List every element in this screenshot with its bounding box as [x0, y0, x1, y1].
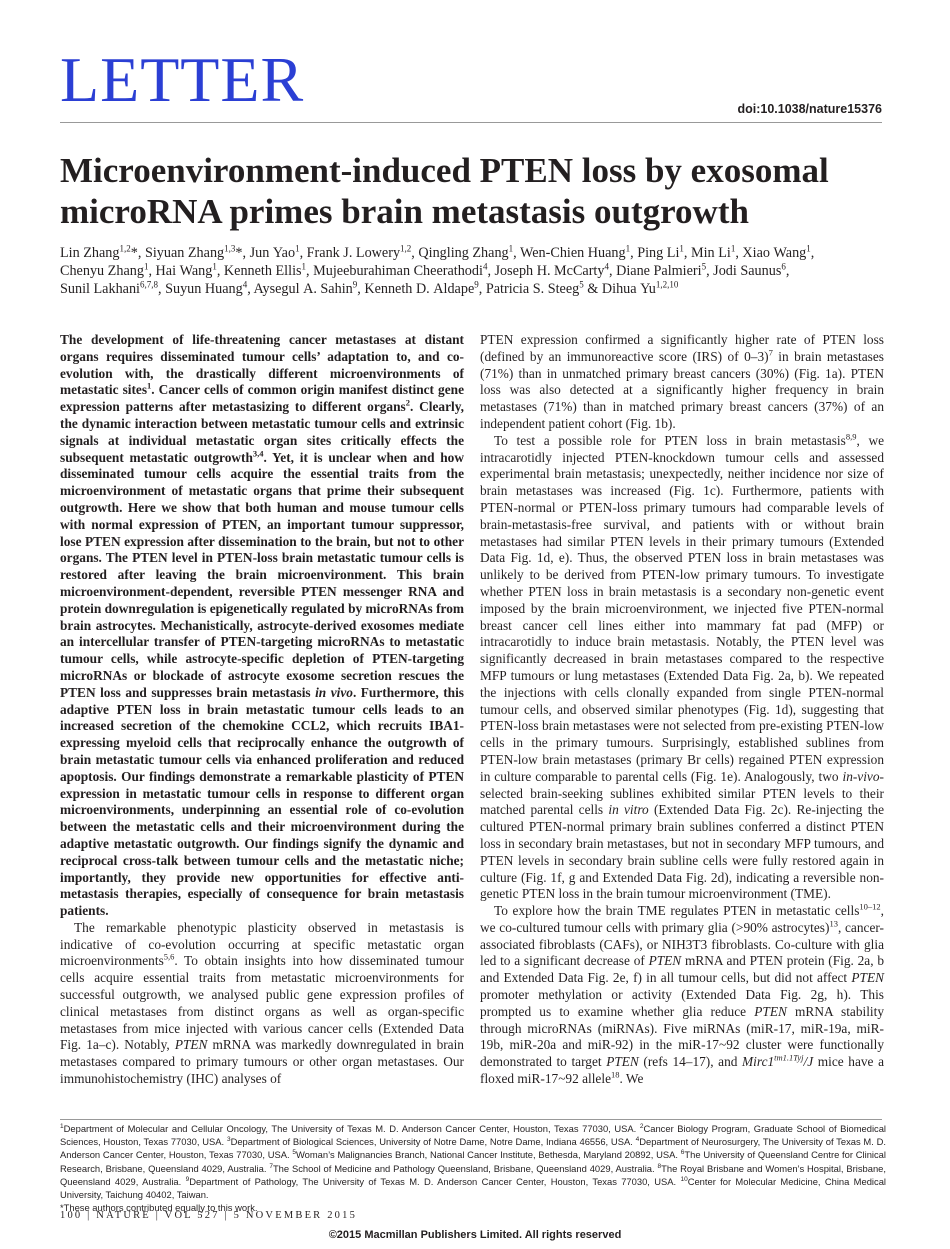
- body-paragraph: [60, 920, 464, 1088]
- author-separator: &: [583, 281, 602, 297]
- text-run: in vitro: [608, 802, 649, 818]
- author-name[interactable]: Xiao Wang: [742, 245, 807, 261]
- right-column: [480, 332, 884, 1088]
- author-affiliation: 5: [579, 279, 584, 290]
- text-run: 5: [292, 1149, 296, 1157]
- text-run: 1: [147, 380, 152, 391]
- text-run: PTEN: [606, 1054, 639, 1070]
- author-name[interactable]: Kenneth D. Aldape: [364, 281, 475, 297]
- footnote-rule: [60, 1119, 882, 1120]
- text-run: , cancer-associated fibroblasts (CAFs), or NIH3T3 fibroblasts. Co-culture with glia led to a significant decrease of: [480, 919, 884, 969]
- text-run: (refs 14–17), and: [638, 1054, 743, 1070]
- text-run: 8,9: [845, 431, 857, 442]
- author-name[interactable]: Frank J. Lowery: [306, 245, 401, 261]
- author-affiliation: 1: [295, 243, 300, 254]
- author-separator: ,: [513, 245, 520, 261]
- author-separator: *,: [130, 245, 145, 261]
- author-separator: ,: [785, 263, 790, 279]
- author-affiliation: 6,7,8: [140, 279, 158, 290]
- text-run: mRNA was markedly downregulated in brain metastases compared to primary tumours or other organ metastases. Our immunohistochemistry (IHC) analyses of: [60, 1037, 464, 1087]
- author-separator: ,: [411, 245, 419, 261]
- abstract: [60, 332, 464, 920]
- text-run: 1: [60, 1122, 64, 1130]
- author-affiliation: 4: [242, 279, 248, 290]
- text-run: The remarkable phenotypic plasticity observed in metastasis is indicative of co-evolution occurring at specific metastatic organ microenvironments: [60, 919, 464, 969]
- text-run: 5,6: [163, 952, 175, 963]
- author-separator: ,: [357, 281, 365, 297]
- author-name[interactable]: Joseph H. McCarty: [494, 263, 605, 279]
- text-run: 7: [768, 347, 773, 358]
- text-run: 8: [657, 1162, 662, 1170]
- journal-kicker: LETTER: [60, 44, 305, 115]
- author-separator: ,: [487, 263, 495, 279]
- author-affiliation: 1,3: [224, 243, 236, 254]
- author-separator: ,: [247, 281, 254, 297]
- body-paragraph: [480, 332, 884, 433]
- text-run: Department of Biological Sciences, University of Notre Dame, Notre Dame, Indiana 46556, USA.: [230, 1136, 636, 1148]
- text-run: , we intracarotidly injected PTEN-knockdown tumour cells and assessed experimental brain metastasis; unexpectedly, neither incidence nor size of brain metastases was increased (Fig. 1c). Furthermore, patients with PTEN-normal or PTEN-loss primary tumours had comparable levels of brain-metastasis-free survival, and patients with or without brain metastases had similar PTEN levels in their primary tumours (Extended Data Fig. 1d, e). Thus, the observed PTEN loss in brain metastases was unlikely to be derived from PTEN-low primary tumours. To investigate whether PTEN loss in brain metastasis is a secondary non-genetic event imposed by the brain microenvironment, we injected five PTEN-normal breast cancer cell lines either into mammary fat pad (MFP) or intracarotidly to induce brain metastasis. Notably, the PTEN level was significantly decreased in brain metastases compared to the respective MFP tumours or lung metastases (Extended Data Fig. 2a, b). We repeated the injections with cells clonally expanded from single PTEN-normal tumour cells, and observed similar phenotypes (Fig. 1d), suggesting that PTEN-loss brain metastases were not selected from pre-existing PTEN-low cells in the primary tumours. Surprisingly, established sublines from PTEN-low brain metastases (primary Br cells) regained PTEN expression in culture comparable to parental cells (Fig. 1e). Analogously, two: [480, 432, 884, 784]
- text-run: Woman’s Malignancies Branch, National Cancer Institute, Bethesda, Maryland 20892, USA.: [295, 1149, 681, 1161]
- left-column: [60, 332, 464, 1088]
- author-affiliation: 6: [781, 261, 786, 272]
- author-separator: ,: [735, 245, 743, 261]
- author-affiliation: 1: [212, 261, 217, 272]
- text-run: Department of Molecular and Cellular Oncology, The University of Texas M. D. Anderson Cancer Center, Houston, Texas 77030, USA.: [63, 1123, 640, 1134]
- text-run: PTEN: [754, 1003, 787, 1019]
- text-run: 7: [269, 1162, 273, 1170]
- text-run: To test a possible role for PTEN loss in brain metastasis: [494, 432, 846, 448]
- author-affiliation: 5: [701, 261, 707, 272]
- text-run: mRNA and PTEN protein (Fig. 2a, b and Extended Data Fig. 2e, f) in all tumour cells, but did not affect: [480, 953, 884, 986]
- author-name[interactable]: Jun Yao: [249, 245, 296, 261]
- author-affiliation: 9: [352, 279, 358, 290]
- text-run: *These authors contributed equally to this work.: [60, 1202, 258, 1214]
- author-name[interactable]: Chenyu Zhang: [60, 263, 144, 279]
- author-affiliation: 1: [625, 243, 631, 254]
- author-affiliation: 1,2: [400, 243, 412, 254]
- author-affiliation: 1,2: [119, 243, 131, 254]
- text-run: . We: [619, 1071, 644, 1087]
- text-run: PTEN: [851, 970, 884, 986]
- text-run: 10–12: [859, 901, 881, 912]
- text-run: PTEN expression confirmed a significantly higher rate of PTEN loss (defined by an immunoreactive score (IRS) of 0–3): [480, 332, 884, 364]
- author-separator: ,: [683, 245, 691, 261]
- author-name[interactable]: Diane Palmieri: [616, 263, 702, 279]
- affiliations-footnotes: [60, 1122, 886, 1214]
- author-separator: ,: [630, 245, 638, 261]
- author-affiliation: 1: [508, 243, 514, 254]
- text-run: PTEN: [648, 953, 682, 969]
- text-run: Cancer Biology Program, Graduate School of Biomedical Sciences, Houston, Texas 77030, USA.: [60, 1123, 887, 1148]
- author-affiliation: 1: [730, 243, 736, 254]
- text-run: (Extended Data Fig. 2c). Re-injecting the cultured PTEN-normal primary brain sublines conferred a distinct PTEN loss in secondary brain metastases, but not in secondary MFP tumours, and PTEN levels in secondary brain subline cells were fully restored again in culture (Fig. 1f, g and Extended Data Fig. 2d), indicating a reversible non-genetic PTEN loss in the brain tumour microenvironment (TME).: [480, 802, 885, 902]
- text-run: Center for Molecular Medicine, China Medical University, Taichung 40402, Taiwan.: [60, 1175, 886, 1201]
- author-name[interactable]: Jodi Saunus: [713, 263, 782, 279]
- author-name[interactable]: Hai Wang: [155, 263, 213, 279]
- author-name[interactable]: Patricia S. Steeg: [485, 281, 580, 297]
- text-run: 9: [185, 1175, 190, 1183]
- text-run: mice have a floxed miR-17~92 allele: [480, 1054, 884, 1087]
- text-run: -selected brain-seeking sublines exhibited similar PTEN levels to their matched parental cells: [480, 768, 884, 818]
- author-name[interactable]: Qingling Zhang: [418, 245, 509, 261]
- author-name[interactable]: Ping Li: [637, 245, 680, 261]
- author-name[interactable]: Kenneth Ellis: [223, 263, 302, 279]
- author-name[interactable]: Sunil Lakhani: [60, 281, 140, 297]
- author-separator: ,: [216, 263, 224, 279]
- text-run: Mirc1: [742, 1054, 775, 1070]
- author-separator: ,: [306, 263, 314, 279]
- doi-label[interactable]: doi:10.1038/nature15376: [737, 102, 882, 116]
- body-paragraph: [480, 433, 884, 903]
- text-run: 4: [635, 1136, 640, 1144]
- author-name[interactable]: Siyuan Zhang: [144, 245, 225, 261]
- author-name[interactable]: Aysegul A. Sahin: [253, 281, 353, 297]
- text-run: promoter methylation or activity (Extended Data Fig. 2g, h). This prompted us to examine whether glia reduce: [480, 987, 884, 1019]
- article-title: Microenvironment-induced PTEN loss by exosomal microRNA primes brain metastasis outgrowth: [60, 151, 829, 231]
- author-affiliation: 1: [301, 261, 307, 272]
- text-run: 18: [611, 1069, 620, 1080]
- text-run: 2: [405, 397, 410, 408]
- author-separator: ,: [478, 281, 486, 297]
- text-run: 3: [226, 1136, 231, 1144]
- text-run: . To obtain insights into how disseminated tumour cells acquire essential traits from metastatic microenvironments for successful outgrowth, we analysed public gene expression profiles of clinical metastases from distinct organs as well as organ-specific metastases from mice injected with various cancer cells (Extended Data Fig. 1a–c). Notably,: [60, 953, 464, 1053]
- text-run: . Cancer cells of common origin manifest distinct gene expression patterns after metastasizing to different organs: [60, 382, 464, 415]
- text-run: mRNA stability through microRNAs (miRNAs). Five miRNAs (miR-17, miR-19a, miR-19b, miR-20a and miR-92) in the miR-17~92 cluster were functionally demonstrated to target: [480, 1003, 885, 1070]
- author-name[interactable]: Min Li: [691, 245, 731, 261]
- text-run: Department of Neurosurgery, The University of Texas M. D. Anderson Cancer Center, Houston, Texas 77030, USA.: [60, 1136, 886, 1161]
- page-folio: 100 | NATURE | VOL 527 | 5 NOVEMBER 2015: [60, 1210, 358, 1221]
- author-name[interactable]: Mujeeburahiman Cheerathodi: [313, 263, 483, 279]
- text-run: Department of Pathology, The University of Texas M. D. Anderson Cancer Center, Houston, Texas 77030, USA.: [189, 1175, 681, 1187]
- author-name[interactable]: Dihua Yu: [601, 281, 656, 297]
- text-run: . Yet, it is unclear when and how disseminated tumour cells acquire the essential traits from the microenvironment of metastatic organs that prime their subsequent outgrowth. Here we show that both human and mouse tumour cells with normal expression of PTEN, an important tumour suppressor, lose PTEN expression after dissemination to the brain, but not to other organs. The PTEN level in PTEN-loss brain metastatic tumour cells is restored after leaving the brain microenvironment. This brain microenvironment-dependent, reversible PTEN messenger RNA and protein downregulation is epigenetically regulated by microRNAs from brain astrocytes. Mechanistically, astrocyte-derived exosomes mediate an intercellular transfer of PTEN-targeting microRNAs to metastatic tumour cells, while astrocyte-specific depletion of PTEN-targeting microRNAs or blockade of astrocyte exosome secretion rescues the PTEN loss and suppresses brain metastasis: [60, 449, 464, 700]
- author-list: [60, 244, 890, 298]
- text-run: 3,4: [252, 448, 264, 459]
- text-run: . Furthermore, this adaptive PTEN loss in brain metastatic tumour cells leads to an increased secretion of the chemokine CCL2, which recruits IBA1-expressing myeloid cells that reciprocally enhance the outgrowth of brain metastatic tumour cells via enhanced proliferation and reduced apoptosis. Our findings demonstrate a remarkable plasticity of PTEN expression in metastatic tumour cells in response to different organ microenvironments, underpinning an essential role of co-evolution between the metastatic cells and their microenvironment during the adaptive metastatic outgrowth. Our findings signify the dynamic and reciprocal cross-talk between tumour cells and the metastatic niche; importantly, they provide new opportunities for effective anti-metastasis therapies, especially of consequence for brain metastasis patients.: [60, 684, 464, 919]
- author-separator: ,: [148, 263, 156, 279]
- text-run: in brain metastases (71%) than in unmatched primary breast cancers (30%) (Fig. 1a). PTEN loss was also detected at a significantly higher frequency in brain metastases (71%) than in matched primary breast cancers (37%) of an independent patient cohort (Fig. 1b).: [480, 348, 884, 431]
- author-affiliation: 4: [482, 261, 488, 272]
- text-run: The development of life-threatening cancer metastases at distant organs requires disseminated tumour cells’ adaptation to, and co-evolution with, the drastically different microenvironments of metastatic sites: [60, 332, 464, 398]
- author-separator: *,: [235, 245, 250, 261]
- text-run: 13: [829, 918, 838, 929]
- text-run: . Clearly, the dynamic interaction between metastatic tumour cells and extrinsic signals at individual metastatic organ sites critically effects the subsequent metastatic outgrowth: [60, 399, 465, 465]
- author-affiliation: 9: [474, 279, 479, 290]
- author-separator: ,: [706, 263, 714, 279]
- text-run: To explore how the brain TME regulates PTEN in metastatic cells: [494, 903, 860, 919]
- author-separator: ,: [810, 245, 815, 261]
- text-run: PTEN: [174, 1037, 208, 1053]
- author-affiliation: 4: [604, 261, 609, 272]
- text-run: /J: [803, 1054, 814, 1070]
- text-run: The School of Medicine and Pathology Queensland, Brisbane, Queensland 4029, Australia.: [272, 1162, 658, 1174]
- text-run: 6: [680, 1149, 685, 1157]
- author-name[interactable]: Lin Zhang: [60, 245, 120, 261]
- author-affiliation: 1: [806, 243, 811, 254]
- text-run: , we co-cultured tumour cells with primary glia (>90% astrocytes): [480, 903, 884, 935]
- text-run: 2: [639, 1122, 644, 1130]
- author-name[interactable]: Wen-Chien Huang: [519, 245, 626, 261]
- author-separator: ,: [299, 245, 307, 261]
- text-run: tm1.1Tyj: [774, 1052, 804, 1063]
- text-run: The University of Queensland Centre for Clinical Research, Brisbane, Queensland 4029, Australia.: [60, 1149, 886, 1174]
- copyright-notice: ©2015 Macmillan Publishers Limited. All rights reserved: [328, 1229, 622, 1241]
- text-run: The Royal Brisbane and Women’s Hospital, Brisbane, Queensland 4029, Australia.: [60, 1162, 886, 1187]
- author-affiliation: 1,2,10: [655, 279, 679, 290]
- text-run: in vivo: [315, 684, 353, 700]
- text-run: 10: [680, 1175, 688, 1183]
- body-paragraph: [480, 903, 884, 1088]
- text-run: in-vivo: [842, 768, 880, 784]
- header-rule: [60, 122, 882, 123]
- author-affiliation: 1: [679, 243, 684, 254]
- author-affiliation: 1: [143, 261, 149, 272]
- author-separator: ,: [158, 281, 166, 297]
- author-name[interactable]: Suyun Huang: [165, 281, 243, 297]
- author-separator: ,: [608, 263, 617, 279]
